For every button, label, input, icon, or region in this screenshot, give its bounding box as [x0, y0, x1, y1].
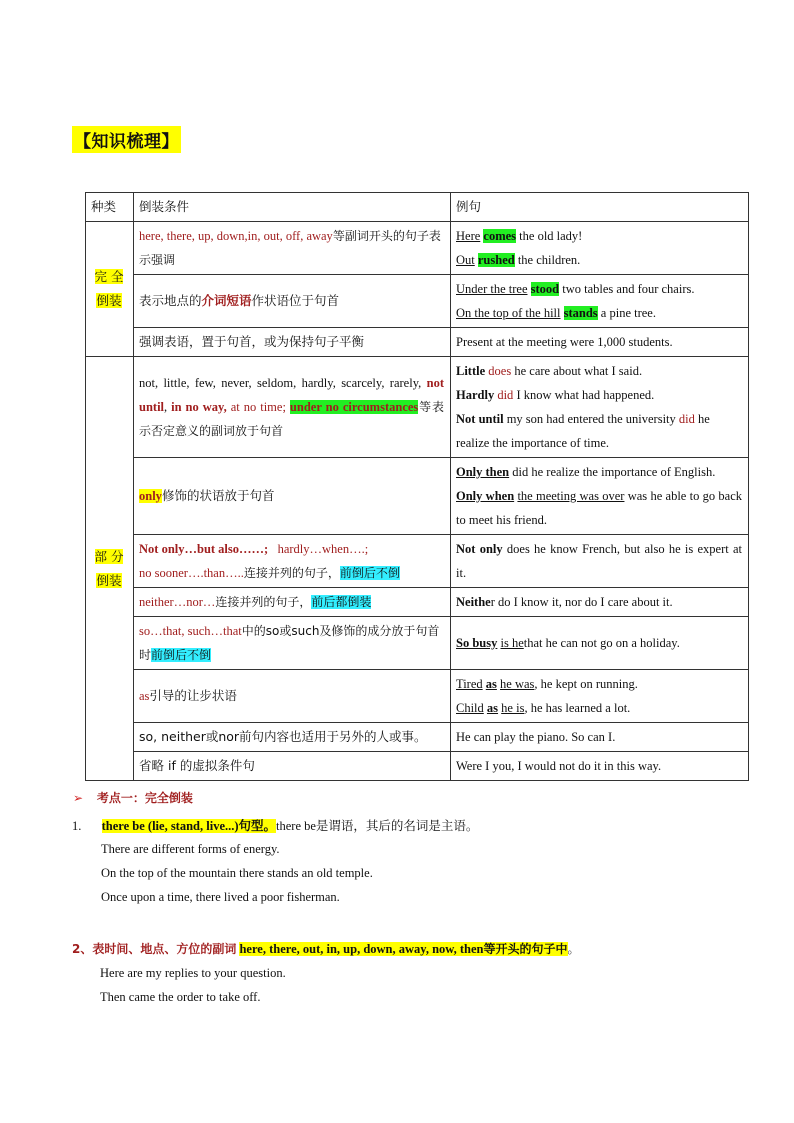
example-negative: Not until — [456, 412, 504, 426]
example-verb: rushed — [477, 253, 515, 267]
condition-text: 表示地点的 — [139, 293, 202, 308]
condition-cell: 省略 if 的虚拟条件句 — [134, 752, 451, 781]
condition-text: 连接并列的句子， — [215, 595, 312, 609]
example-sentence: Once upon a time, there lived a poor fisherman. — [101, 890, 340, 904]
table-row — [86, 357, 749, 458]
example-cell — [451, 670, 749, 723]
table-row — [86, 275, 749, 328]
example-text: my son had entered the university — [506, 412, 676, 426]
example-keyword: as — [486, 701, 499, 715]
example-clause: he was — [500, 677, 535, 691]
condition-cell — [134, 275, 451, 328]
table-row — [86, 588, 749, 617]
example-phrase: Under the tree — [456, 282, 528, 296]
point-one-rule — [72, 816, 478, 834]
example-aux: did — [678, 412, 695, 426]
table-row — [86, 670, 749, 723]
example-aux: does — [488, 364, 512, 378]
condition-cell: so, neither或nor前句内容也适用于另外的人或事。 — [134, 723, 451, 752]
example-text: , he kept on running. — [534, 677, 638, 691]
condition-keywords: no sooner….than….. — [139, 566, 244, 580]
example-text: a pine tree. — [600, 306, 656, 320]
example-text: he realize the importance of time. — [456, 412, 710, 450]
example-text: that he can not go on a holiday. — [523, 636, 680, 650]
condition-text: 等表示否定意义的副词放于句首 — [139, 400, 445, 438]
condition-cell — [134, 458, 451, 535]
point-one-heading — [73, 789, 193, 806]
example-keyword: So busy — [456, 636, 498, 650]
example-only: Only when — [456, 489, 515, 503]
condition-cell — [134, 588, 451, 617]
point-one-label: 考点一：完全倒装 — [96, 791, 193, 805]
example-text: did he realize the importance of English. — [512, 465, 716, 479]
condition-keywords: Not only…but also……; — [139, 542, 269, 556]
condition-keywords: hardly…when….; — [277, 542, 369, 556]
example-text: I know what had happened. — [516, 388, 655, 402]
example-clause: the meeting was over — [517, 489, 625, 503]
table-row — [86, 328, 749, 357]
example-clause: he is — [501, 701, 525, 715]
example-text: , he has learned a lot. — [524, 701, 631, 715]
example-verb: comes — [483, 229, 517, 243]
header-type: 种类 — [86, 193, 134, 222]
condition-keywords: neither…nor… — [139, 595, 216, 609]
example-cell — [451, 588, 749, 617]
condition-cell — [134, 617, 451, 670]
example-negative: Hardly — [456, 388, 495, 402]
example-cell — [451, 275, 749, 328]
condition-keywords: as — [139, 689, 150, 703]
table-row — [86, 752, 749, 781]
table-row — [86, 617, 749, 670]
example-sentence: Then came the order to take off. — [100, 990, 261, 1004]
example-sentence: On the top of the mountain there stands an old temple. — [101, 866, 373, 880]
header-example: 例句 — [451, 193, 749, 222]
example-aux: did — [497, 388, 514, 402]
category-label: 倒装 — [96, 293, 122, 308]
condition-text: 等副词开头的句子表示强调 — [139, 229, 441, 267]
condition-text: 作状语位于句首 — [251, 293, 340, 308]
example-sentence: Here are my replies to your question. — [100, 966, 286, 980]
example-text: was he able to go back to meet his friend. — [456, 489, 742, 527]
example-text: two tables and four chairs. — [562, 282, 695, 296]
condition-keywords: so…that, such…that — [139, 624, 242, 638]
condition-cell — [134, 670, 451, 723]
example-clause: is he — [500, 636, 524, 650]
example-cell: Present at the meeting were 1,000 students. — [451, 328, 749, 357]
category-partial-inversion — [86, 357, 134, 781]
category-label: 部 分 — [94, 548, 124, 564]
example-cell: Were I you, I would not do it in this way. — [451, 752, 749, 781]
rule-text: 2、表时间、地点、方位的副词 — [72, 942, 237, 956]
rule-text: 。 — [567, 942, 580, 956]
condition-cell — [134, 357, 451, 458]
rule-text: there be是谓语，其后的名词是主语。 — [276, 819, 479, 833]
condition-note: 前后都倒装 — [311, 595, 372, 609]
header-condition: 倒装条件 — [134, 193, 451, 222]
example-cell — [451, 458, 749, 535]
example-text: he care about what I said. — [514, 364, 643, 378]
table-row — [86, 458, 749, 535]
condition-cell: 强调表语，置于句首，或为保持句子平衡 — [134, 328, 451, 357]
condition-keywords: at no time; — [230, 400, 286, 414]
example-subject: Out — [456, 253, 475, 267]
condition-text: 中的so或such及修饰的成分放于句首时 — [139, 624, 440, 662]
condition-keywords: here, there, up, down,in, out, off, away — [139, 229, 333, 243]
example-verb: stands — [563, 306, 598, 320]
example-text: Tired — [456, 677, 483, 691]
condition-text: 连接并列的句子， — [243, 566, 340, 580]
condition-keywords: only — [139, 489, 162, 503]
inversion-table — [85, 192, 749, 781]
example-cell — [451, 357, 749, 458]
example-text: the old lady! — [519, 229, 583, 243]
example-only: Only then — [456, 465, 510, 479]
category-full-inversion — [86, 222, 134, 357]
section-title: 【知识梳理】 — [72, 126, 181, 153]
category-label: 完 全 — [94, 269, 124, 284]
condition-keywords: not until — [139, 376, 444, 414]
example-cell — [451, 617, 749, 670]
condition-cell — [134, 222, 451, 275]
rule-highlight: 等开头的句子中 — [483, 942, 568, 956]
condition-text: , — [164, 400, 168, 414]
table-header-row — [86, 193, 749, 222]
condition-keywords: under no circumstances — [289, 400, 419, 414]
example-cell — [451, 222, 749, 275]
rule-highlight: here, there, out, in, up, down, away, now, then — [239, 942, 484, 956]
example-verb: stood — [530, 282, 560, 296]
arrow-bullet-icon: ➢ — [73, 791, 84, 805]
example-text: r do I know it, nor do I care about it. — [490, 595, 673, 609]
category-label: 倒装 — [96, 572, 122, 588]
example-keyword: Neithe — [456, 595, 491, 609]
table-row — [86, 535, 749, 588]
example-keyword: Not only — [456, 542, 503, 556]
point-two-rule — [72, 940, 580, 957]
condition-text: 引导的让步状语 — [149, 688, 237, 703]
condition-keywords: in no way, — [171, 400, 227, 414]
rule-highlight: there be (lie, stand, live...)句型。 — [101, 819, 277, 833]
example-phrase: On the top of the hill — [456, 306, 561, 320]
condition-text: 修饰的状语放于句首 — [161, 488, 275, 503]
condition-keywords: 介词短语 — [201, 293, 252, 308]
example-text: the children. — [517, 253, 581, 267]
rule-number: 1. — [72, 819, 82, 833]
example-text: does he know French, but also he is expert at it. — [456, 542, 742, 580]
example-keyword: as — [485, 677, 497, 691]
condition-note: 前倒后不倒 — [151, 648, 212, 662]
table-row — [86, 222, 749, 275]
example-cell — [451, 535, 749, 588]
example-subject: Here — [456, 229, 481, 243]
condition-text: not, little, few, never, seldom, hardly, scarcely, rarely, — [139, 376, 422, 390]
example-text: Child — [456, 701, 484, 715]
table-row — [86, 723, 749, 752]
condition-note: 前倒后不倒 — [339, 566, 400, 580]
example-negative: Little — [456, 364, 486, 378]
example-sentence: There are different forms of energy. — [101, 842, 280, 856]
condition-cell — [134, 535, 451, 588]
example-cell: He can play the piano. So can I. — [451, 723, 749, 752]
